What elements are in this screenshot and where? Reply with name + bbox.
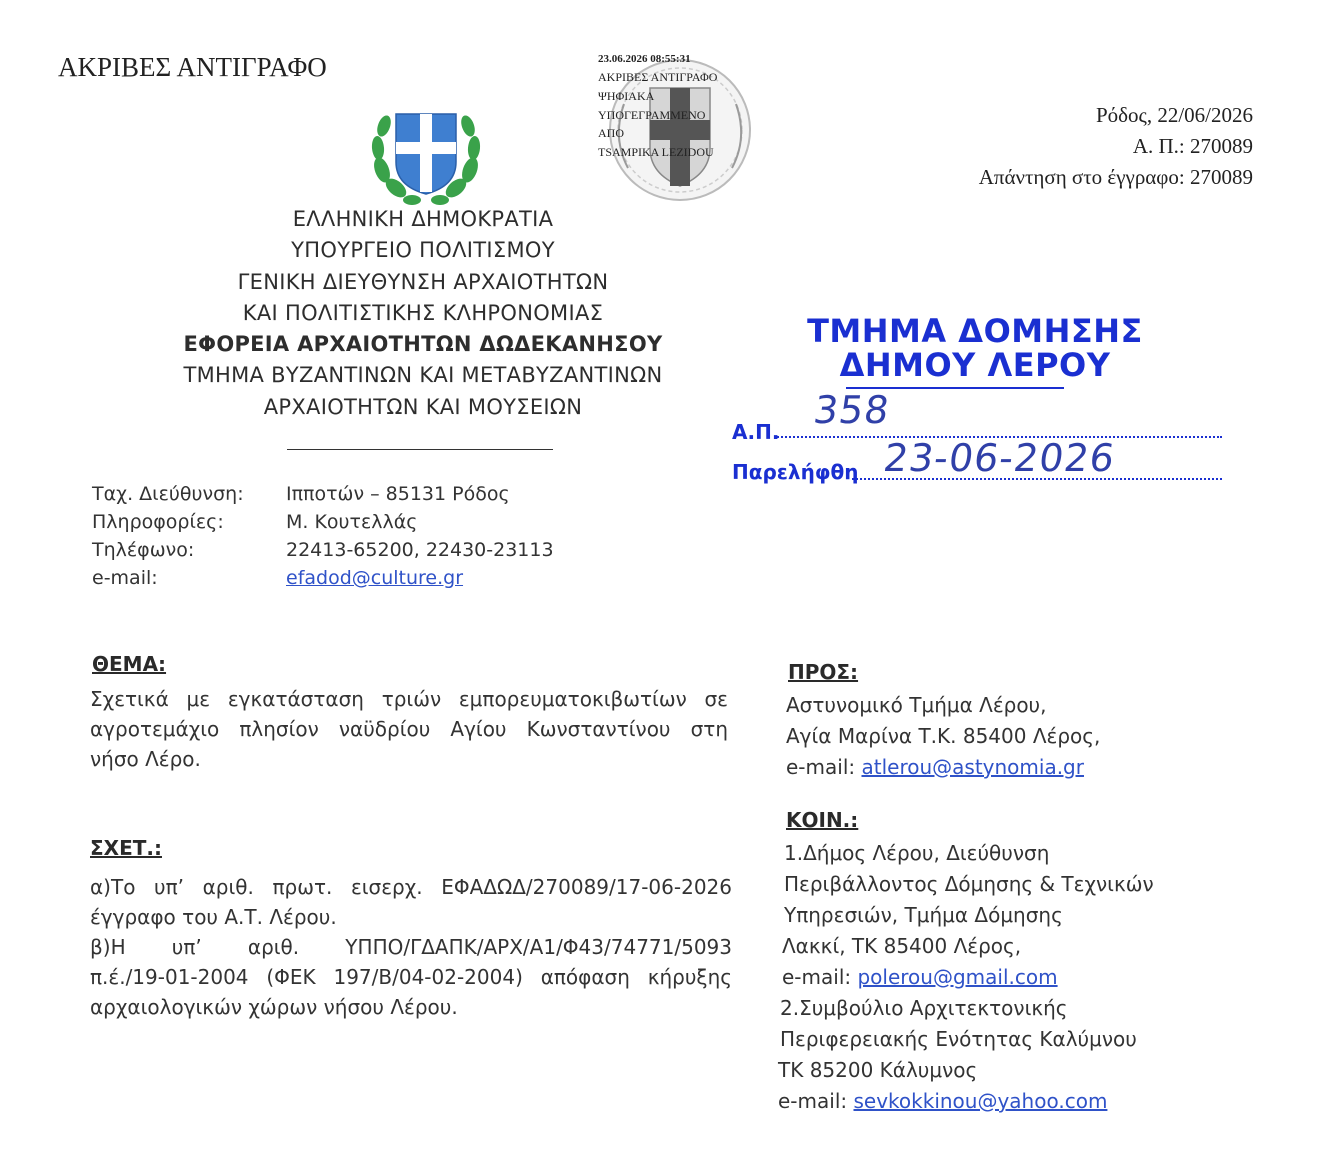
cc-heading: ΚΟΙΝ.: [786,808,859,832]
divider [287,449,553,450]
copy-title: ΑΚΡΙΒΕΣ ΑΝΤΙΓΡΑΦΟ [58,52,327,82]
info-label: Πληροφορίες: [92,511,224,533]
cc-line: Λακκί, ΤΚ 85400 Λέρος, [782,934,1022,958]
stamp-line: ΤΜΗΜΑ ΔΟΜΗΣΗΣ [807,312,1143,350]
cc-line: 1.Δήμος Λέρου, Διεύθυνση [784,841,1050,865]
related-heading: ΣΧΕΤ.: [90,836,162,860]
to-email-label: e-mail: [786,755,856,779]
related-line: έγγραφο του Α.Τ. Λέρου. [90,905,337,929]
authority-line-ephorate: ΕΦΟΡΕΙΑ ΑΡΧΑΙΟΤΗΤΩΝ ΔΩΔΕΚΑΝΗΣΟΥ [183,332,663,357]
place-date: Ρόδος, 22/06/2026 [1095,103,1253,127]
cc-line: Περιβάλλοντος Δόμησης & Τεχνικών [784,872,1154,896]
cc-email2-link[interactable]: sevkokkinou@yahoo.com [853,1089,1108,1113]
seal-signer: TSAMPIKA LEZIDOU [598,145,714,159]
address-label: Ταχ. Διεύθυνση: [92,483,244,505]
stamp-ap-label: Α.Π. [732,420,780,444]
related-line: β)Η υπ’ αριθ. ΥΠΠΟ/ΓΔΑΠΚ/ΑΡΧ/Α1/Φ43/74771/5093 [90,935,732,959]
authority-line: ΓΕΝΙΚΗ ΔΙΕΥΘΥΝΣΗ ΑΡΧΑΙΟΤΗΤΩΝ [237,269,609,294]
cc-email1-link[interactable]: polerou@gmail.com [857,965,1058,989]
stamp-received-handwritten: 23-06-2026 [880,436,1118,480]
to-line: Αστυνομικό Τμήμα Λέρου, [786,693,1047,717]
protocol-number: Α. Π.: 270089 [1132,134,1253,158]
email-link[interactable]: efadod@culture.gr [286,567,464,589]
digital-signature-seal [592,48,762,206]
cc-recipients [778,838,1154,1117]
seal-line: ΥΠΟΓΕΓΡΑΜΜΕΝΟ [598,108,706,122]
contact-details [92,480,554,592]
stamp-received-label: Παρελήφθη [732,460,859,484]
to-recipient [786,690,1100,783]
greek-coat-of-arms-icon [368,100,484,208]
cc-line: ΤΚ 85200 Κάλυμνος [778,1058,978,1082]
cc-line: Υπηρεσιών, Τμήμα Δόμησης [784,903,1063,927]
cc-line: Περιφερειακής Ενότητας Καλύμνου [780,1027,1137,1051]
seal-line: ΨΗΦΙΑΚΑ [598,89,655,103]
related-line: αρχαιολογικών χώρων νήσου Λέρου. [90,995,458,1019]
to-email-link[interactable]: atlerou@astynomia.gr [861,755,1084,779]
subject-text [90,684,728,774]
to-line: Αγία Μαρίνα Τ.Κ. 85400 Λέρος, [786,724,1101,748]
seal-line: ΑΚΡΙΒΕΣ ΑΝΤΙΓΡΑΦΟ [598,70,718,84]
related-line: α)Το υπ’ αριθ. πρωτ. εισερχ. ΕΦΑΔΩΔ/270089/17-06-2026 [90,875,732,899]
seal-line: ΑΠΟ [598,126,624,140]
authority-line: ΥΠΟΥΡΓΕΙΟ ΠΟΛΙΤΙΣΜΟΥ [291,238,555,263]
seal-timestamp: 23.06.2026 08:55:31 [598,53,691,65]
subject-line: αγροτεμάχιο πλησίον ναϋδρίου Αγίου Κωνσταντίνου στη [90,717,728,741]
stamp-ap-handwritten: 358 [810,388,893,432]
authority-line: ΕΛΛΗΝΙΚΗ ΔΗΜΟΚΡΑΤΙΑ [292,207,554,231]
related-text [90,872,732,1022]
cc-email1-label: e-mail: [782,965,852,989]
phone-value: 22413-65200, 22430-23113 [286,539,554,561]
to-heading: ΠΡΟΣ: [788,660,859,684]
phone-label: Τηλέφωνο: [92,539,195,561]
cc-line: 2.Συμβούλιο Αρχιτεκτονικής [780,996,1068,1020]
issuing-authority [150,204,696,423]
stamp-line: ΔΗΜΟΥ ΛΕΡΟΥ [839,346,1111,384]
subject-line: νήσο Λέρο. [90,747,201,771]
email-label: e-mail: [92,567,158,589]
subject-heading: ΘΕΜΑ: [92,652,167,676]
cc-email2-label: e-mail: [778,1089,848,1113]
authority-line: ΚΑΙ ΠΟΛΙΤΙΣΤΙΚΗΣ ΚΛΗΡΟΝΟΜΙΑΣ [242,300,604,325]
reception-stamp-title [790,314,1160,382]
reply-to-document: Απάντηση στο έγγραφο: 270089 [978,165,1253,189]
address-value: Ιπποτών – 85131 Ρόδος [286,483,510,505]
document-reference-block [979,100,1253,193]
authority-line: ΑΡΧΑΙΟΤΗΤΩΝ ΚΑΙ ΜΟΥΣΕΙΩΝ [263,394,583,419]
authority-line: ΤΜΗΜΑ ΒΥΖΑΝΤΙΝΩΝ ΚΑΙ ΜΕΤΑΒΥΖΑΝΤΙΝΩΝ [183,363,663,388]
info-value: Μ. Κουτελλάς [286,511,418,533]
related-line: π.έ./19-01-2004 (ΦΕΚ 197/Β/04-02-2004) απόφαση κήρυξης [90,965,732,989]
subject-line: Σχετικά με εγκατάσταση τριών εμπορευματοκιβωτίων σε [90,687,728,711]
